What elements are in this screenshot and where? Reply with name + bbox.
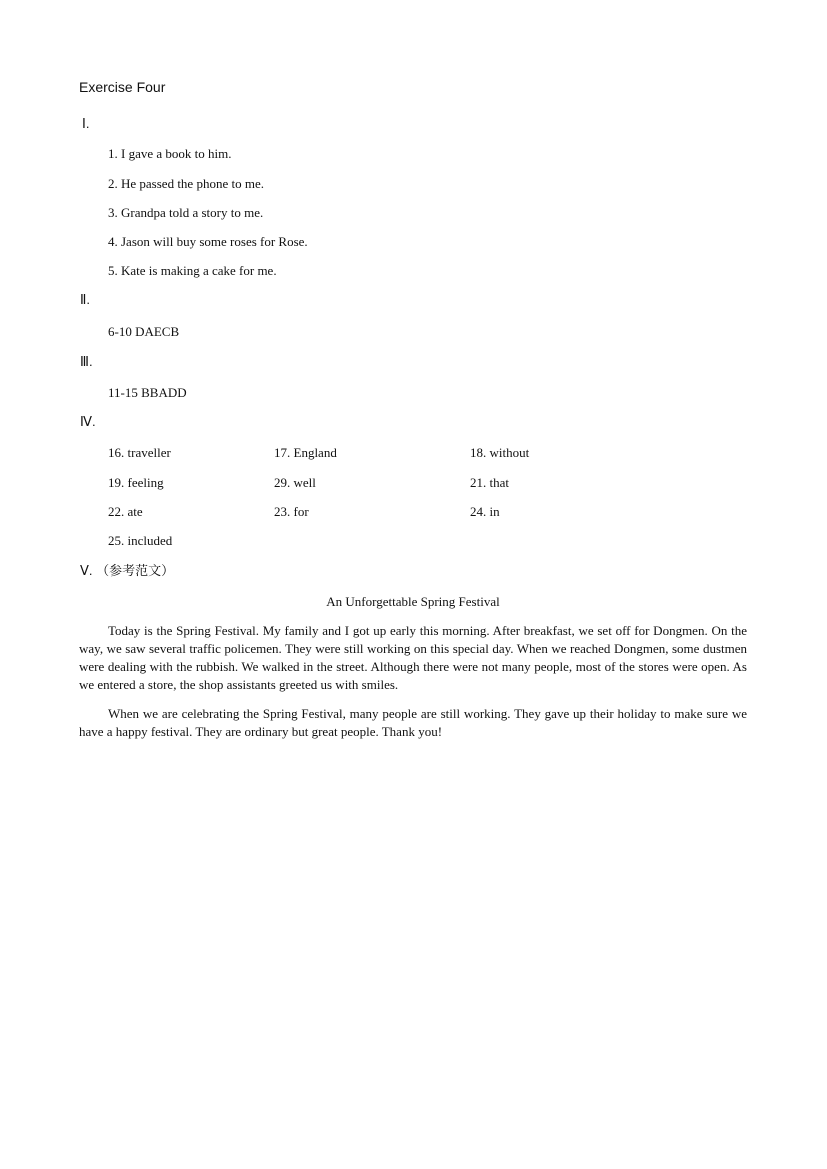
answer-cell: 25. included: [108, 533, 173, 548]
exercise-title: Exercise Four: [79, 79, 166, 95]
section-1-item: 3. Grandpa told a story to me.: [108, 205, 264, 220]
section-1-item: 5. Kate is making a cake for me.: [108, 263, 277, 278]
answer-cell: 17. England: [274, 445, 337, 460]
answer-cell: 29. well: [274, 475, 316, 490]
section-2-label: Ⅱ.: [80, 292, 91, 307]
section-2-answer: 6-10 DAECB: [108, 324, 180, 339]
answer-cell: 24. in: [470, 504, 500, 519]
answer-cell: 16. traveller: [108, 445, 171, 460]
essay-paragraph: When we are celebrating the Spring Festival, many people are still working. They gave up their holiday to make sure we have a happy festival. They are ordinary but great people. Thank you!: [79, 706, 747, 739]
section-1-item: 1. I gave a book to him.: [108, 146, 232, 161]
section-1-item: 2. He passed the phone to me.: [108, 176, 264, 191]
section-4-label: Ⅳ.: [80, 414, 96, 429]
answer-cell: 19. feeling: [108, 475, 164, 490]
section-1-label: Ⅰ.: [82, 116, 90, 131]
answer-cell: 23. for: [274, 504, 309, 519]
answer-cell: 18. without: [470, 445, 530, 460]
section-3-label: Ⅲ.: [80, 354, 93, 369]
essay-title: An Unforgettable Spring Festival: [326, 594, 500, 609]
section-3-answer: 11-15 BBADD: [108, 385, 187, 400]
section-5-label: Ⅴ. （参考范文）: [80, 563, 175, 578]
answer-cell: 21. that: [470, 475, 509, 490]
answer-cell: 22. ate: [108, 504, 143, 519]
section-1-item: 4. Jason will buy some roses for Rose.: [108, 234, 308, 249]
essay-paragraph: Today is the Spring Festival. My family and I got up early this morning. After breakfast, we set off for Dongmen. On the way, we saw several traffic policemen. They were still working on this special day. When we reached Dongmen, some dustmen were dealing with the rubbish. We walked in the street. Although there were not many people, most of the stores were open. As we entered a store, the shop assistants greeted us with smiles.: [79, 623, 747, 692]
